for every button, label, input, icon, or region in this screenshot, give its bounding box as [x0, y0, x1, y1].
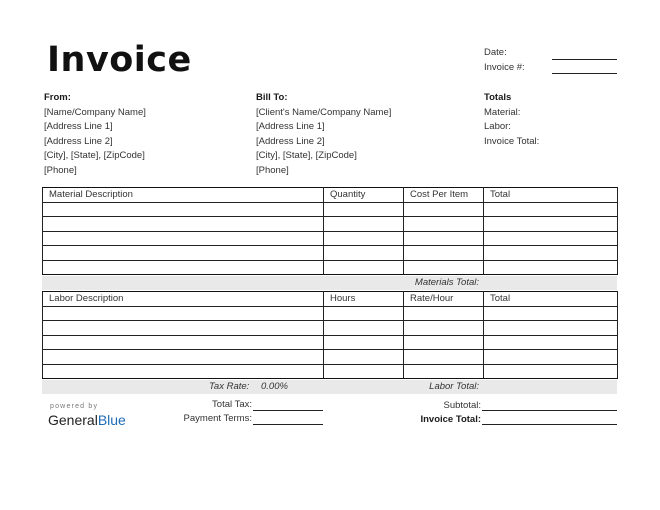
- table-cell[interactable]: [484, 217, 618, 232]
- invoice-number-field[interactable]: [552, 73, 617, 74]
- logo-name-part2: Blue: [97, 412, 126, 428]
- bill-to-label: Bill To:: [256, 92, 288, 103]
- table-row: [43, 321, 618, 336]
- from-block: [44, 91, 146, 178]
- from-line[interactable]: [Name/Company Name]: [44, 106, 146, 118]
- table-cell[interactable]: [43, 217, 324, 232]
- table-cell[interactable]: [404, 217, 484, 232]
- table-cell[interactable]: [324, 335, 404, 350]
- material-total-header: Total: [484, 188, 618, 203]
- table-cell[interactable]: [484, 321, 618, 336]
- table-row: [43, 335, 618, 350]
- material-table: [42, 187, 618, 275]
- totals-block: [484, 91, 539, 149]
- table-cell[interactable]: [404, 246, 484, 261]
- cost-per-item-header: Cost Per Item: [404, 188, 484, 203]
- bill-to-line[interactable]: [Phone]: [256, 164, 289, 176]
- table-cell[interactable]: [43, 260, 324, 275]
- bill-to-block: [256, 91, 391, 178]
- labor-description-header: Labor Description: [43, 292, 324, 307]
- labor-total-row: [42, 380, 617, 394]
- generalblue-logo: [48, 412, 126, 428]
- table-cell[interactable]: [324, 306, 404, 321]
- subtotal-label: Subtotal:: [443, 400, 481, 411]
- table-row: [43, 217, 618, 232]
- logo-name-part1: General: [48, 412, 98, 428]
- table-cell[interactable]: [404, 364, 484, 379]
- bill-to-line[interactable]: [City], [State], [ZipCode]: [256, 150, 357, 161]
- table-cell[interactable]: [324, 217, 404, 232]
- powered-by-text: powered by: [50, 403, 99, 410]
- table-cell[interactable]: [324, 231, 404, 246]
- labor-header-row: [43, 292, 618, 307]
- labor-total-label: Labor:: [484, 121, 511, 132]
- table-cell[interactable]: [43, 321, 324, 336]
- total-tax-label: Total Tax:: [212, 399, 252, 410]
- payment-terms-label: Payment Terms:: [183, 413, 252, 424]
- from-label: From:: [44, 92, 71, 103]
- from-line[interactable]: [Address Line 2]: [44, 135, 113, 147]
- labor-total-header: Total: [484, 292, 618, 307]
- table-cell[interactable]: [43, 350, 324, 365]
- materials-total-label: Materials Total:: [414, 277, 479, 288]
- table-cell[interactable]: [484, 306, 618, 321]
- payment-terms-field[interactable]: [253, 424, 323, 425]
- table-row: [43, 306, 618, 321]
- invoice-total-field[interactable]: [482, 424, 617, 425]
- table-cell[interactable]: [324, 202, 404, 217]
- table-cell[interactable]: [43, 335, 324, 350]
- table-cell[interactable]: [404, 231, 484, 246]
- table-cell[interactable]: [484, 364, 618, 379]
- labor-total-label: Labor Total:: [429, 381, 479, 392]
- bill-to-line[interactable]: [Client's Name/Company Name]: [256, 106, 392, 118]
- table-cell[interactable]: [43, 364, 324, 379]
- table-cell[interactable]: [484, 335, 618, 350]
- table-cell[interactable]: [404, 260, 484, 275]
- table-cell[interactable]: [43, 202, 324, 217]
- invoice-title: Invoice: [47, 40, 192, 80]
- invoice-total-footer-label: Invoice Total:: [420, 414, 481, 425]
- material-description-header: Material Description: [43, 188, 324, 203]
- hours-header: Hours: [324, 292, 404, 307]
- table-cell[interactable]: [404, 306, 484, 321]
- table-cell[interactable]: [404, 321, 484, 336]
- tax-rate-label: Tax Rate:: [209, 381, 250, 392]
- table-cell[interactable]: [324, 321, 404, 336]
- from-line[interactable]: [City], [State], [ZipCode]: [44, 150, 145, 161]
- table-row: [43, 202, 618, 217]
- table-cell[interactable]: [484, 246, 618, 261]
- material-header-row: [43, 188, 618, 203]
- table-row: [43, 246, 618, 261]
- table-cell[interactable]: [404, 335, 484, 350]
- table-cell[interactable]: [404, 202, 484, 217]
- table-cell[interactable]: [43, 306, 324, 321]
- table-row: [43, 260, 618, 275]
- invoice-number-label: Invoice #:: [484, 62, 525, 73]
- tax-rate-value[interactable]: 0.00%: [261, 381, 288, 392]
- table-cell[interactable]: [484, 350, 618, 365]
- table-cell[interactable]: [404, 350, 484, 365]
- labor-table: [42, 291, 618, 379]
- materials-total-row: [42, 276, 617, 290]
- table-cell[interactable]: [484, 202, 618, 217]
- total-tax-field[interactable]: [253, 410, 323, 411]
- table-row: [43, 231, 618, 246]
- from-line[interactable]: [Phone]: [44, 164, 77, 176]
- table-cell[interactable]: [484, 260, 618, 275]
- table-cell[interactable]: [43, 246, 324, 261]
- table-cell[interactable]: [324, 364, 404, 379]
- date-field[interactable]: [552, 59, 617, 60]
- table-cell[interactable]: [43, 231, 324, 246]
- table-cell[interactable]: [484, 231, 618, 246]
- bill-to-line[interactable]: [Address Line 1]: [256, 121, 325, 132]
- material-total-label: Material:: [484, 106, 521, 118]
- quantity-header: Quantity: [324, 188, 404, 203]
- date-label: Date:: [484, 47, 507, 58]
- table-row: [43, 350, 618, 365]
- table-row: [43, 364, 618, 379]
- table-cell[interactable]: [324, 350, 404, 365]
- totals-label: Totals: [484, 92, 512, 103]
- invoice-total-label: Invoice Total:: [484, 135, 540, 147]
- table-cell[interactable]: [324, 246, 404, 261]
- from-line[interactable]: [Address Line 1]: [44, 121, 113, 132]
- subtotal-field[interactable]: [482, 410, 617, 411]
- bill-to-line[interactable]: [Address Line 2]: [256, 135, 325, 147]
- rate-per-hour-header: Rate/Hour: [404, 292, 484, 307]
- table-cell[interactable]: [324, 260, 404, 275]
